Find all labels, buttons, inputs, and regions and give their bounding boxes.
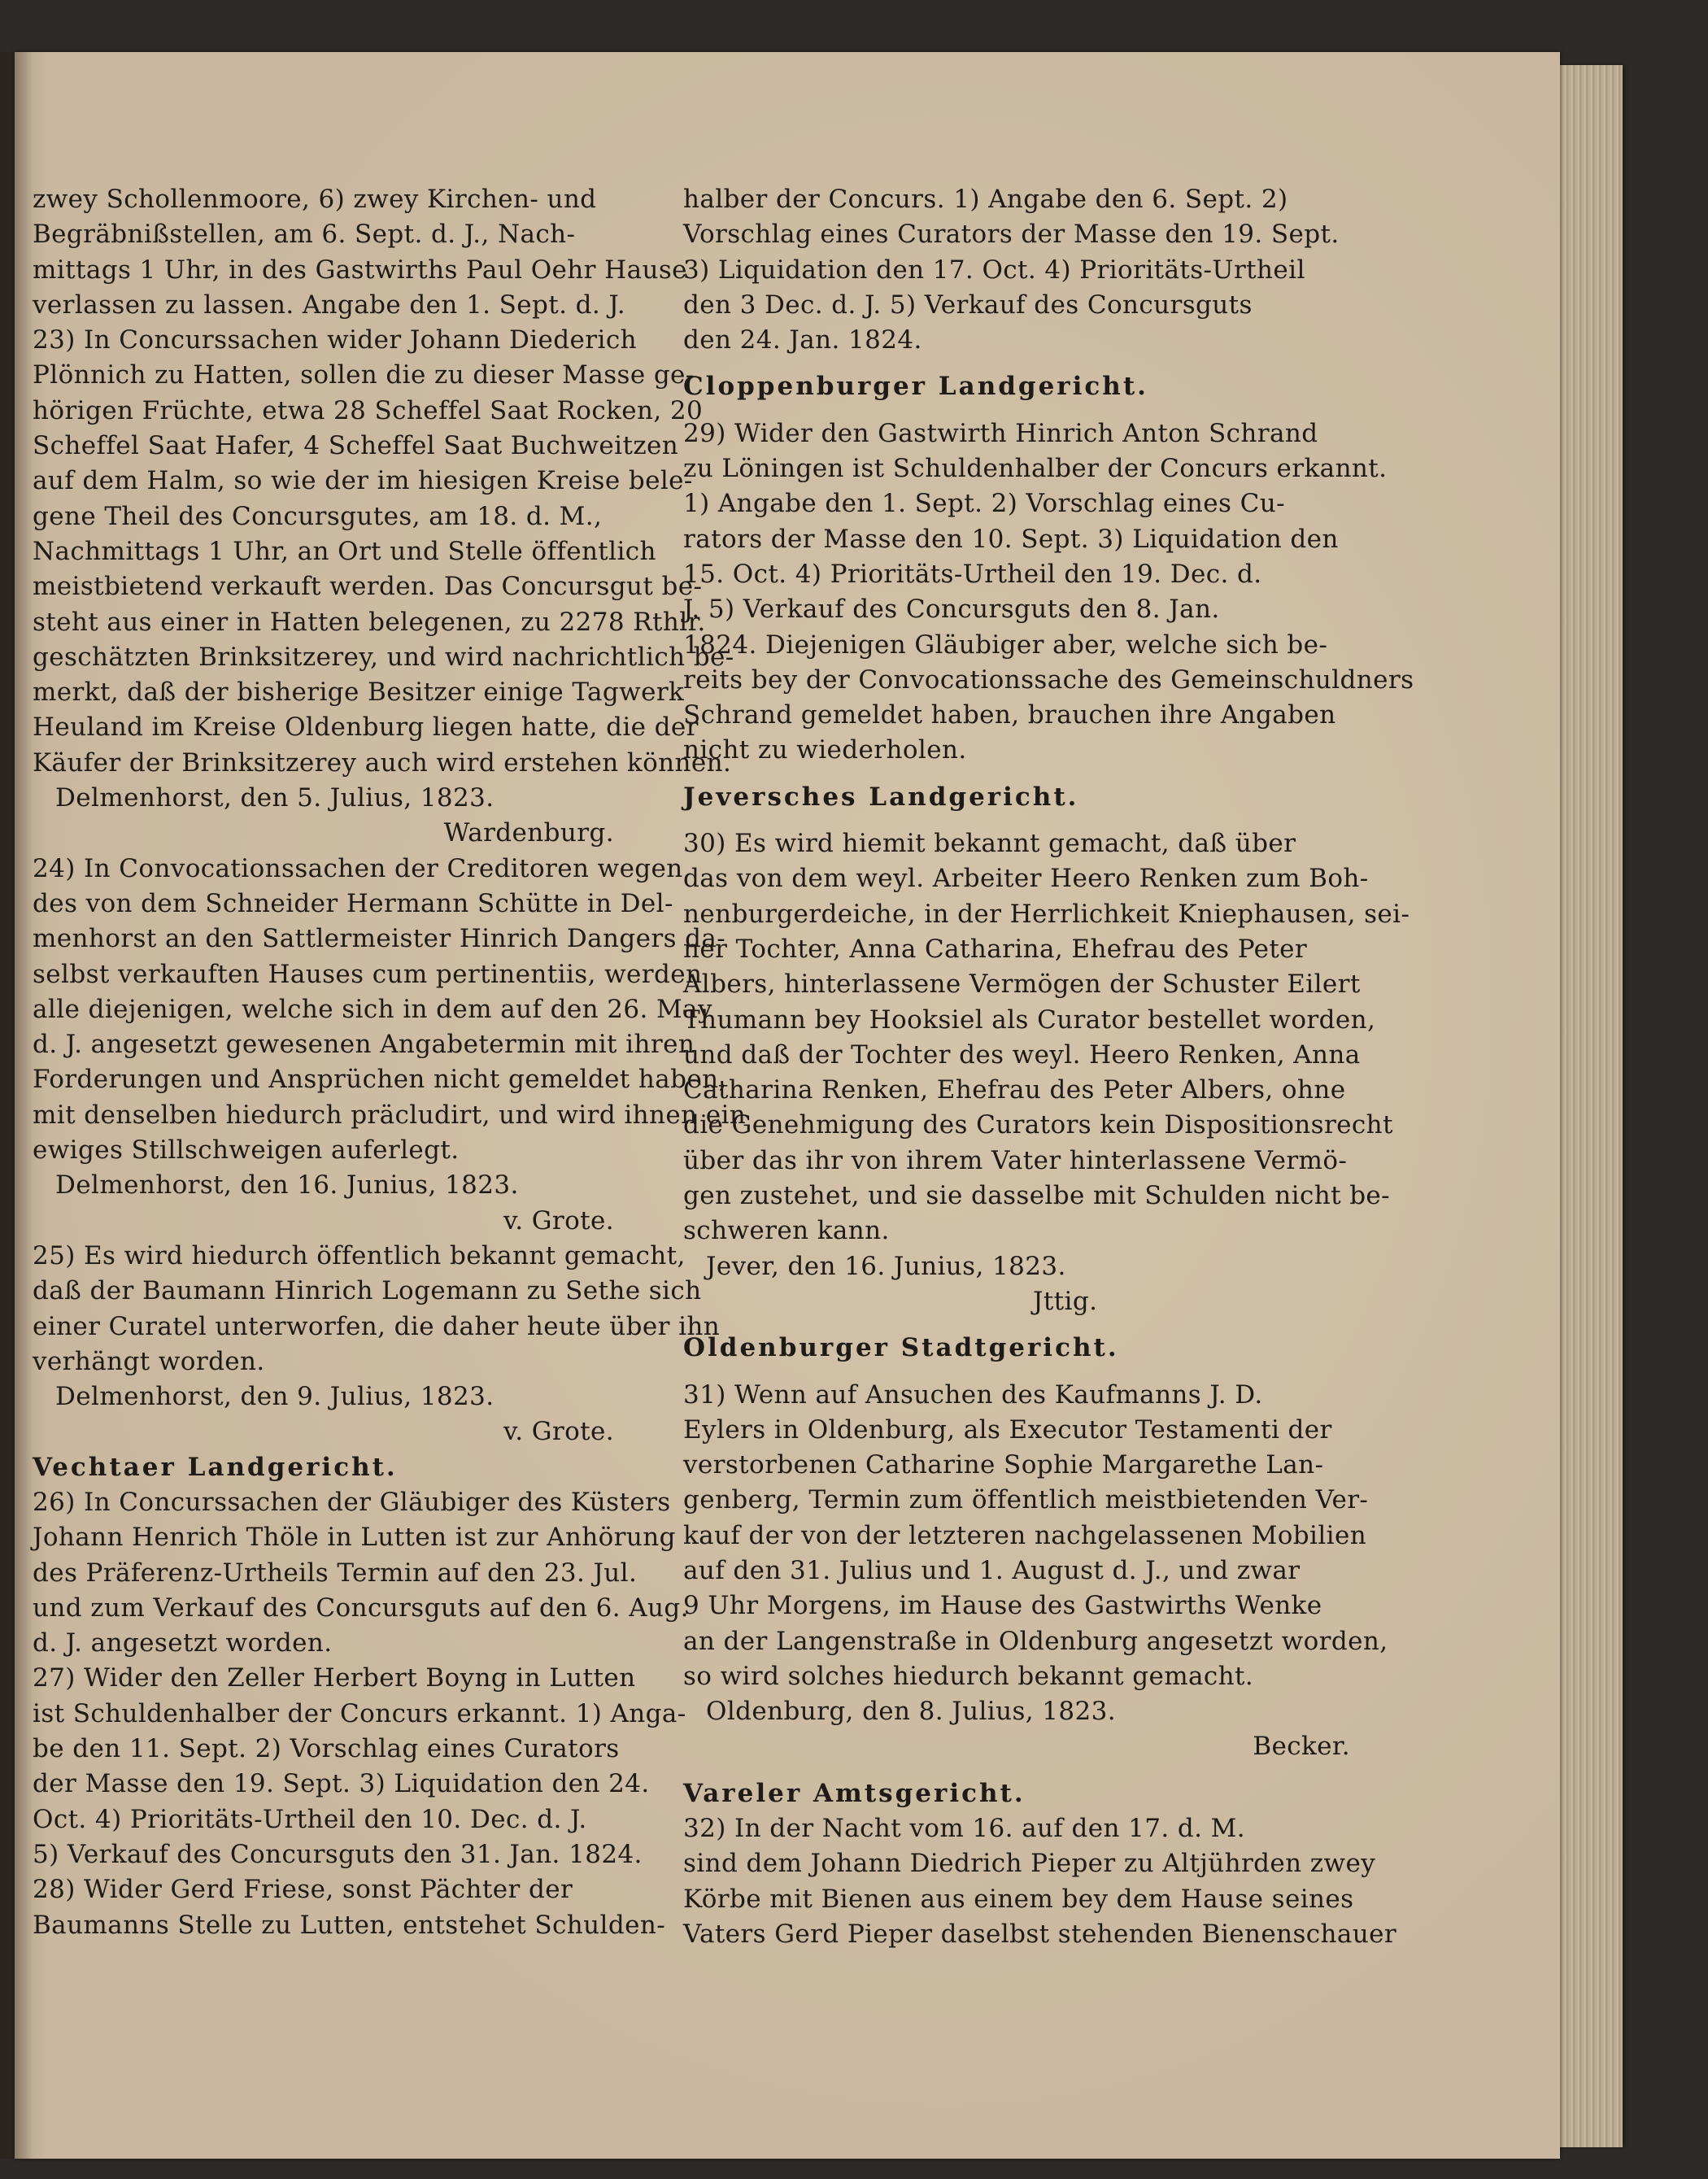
left-column-line: v. Grote. (503, 1205, 614, 1235)
right-column-line: zu Löningen ist Schuldenhalber der Concurs erkannt. (683, 454, 1388, 484)
left-column-line: alle diejenigen, welche sich in dem auf den 26. May (33, 994, 712, 1024)
left-column-line: daß der Baumann Hinrich Logemann zu Sethe sich (33, 1276, 702, 1306)
right-column-line: 1) Angabe den 1. Sept. 2) Vorschlag eines Cu- (683, 489, 1285, 519)
left-column-line: Delmenhorst, den 9. Julius, 1823. (55, 1382, 495, 1412)
left-column-line: Heuland im Kreise Oldenburg liegen hatte, die der (33, 713, 699, 743)
left-column-line: ewiges Stillschweigen auferlegt. (33, 1135, 460, 1166)
gutter-shadow (0, 52, 33, 2159)
left-column-line: Baumanns Stelle zu Lutten, entstehet Schulden- (33, 1910, 666, 1940)
right-column-line: Oldenburger Stadtgericht. (683, 1333, 1119, 1363)
right-column-line: rators der Masse den 10. Sept. 3) Liquidation den (683, 524, 1339, 554)
left-column-line: 28) Wider Gerd Friese, sonst Pächter der (33, 1875, 573, 1905)
right-column-line: Catharina Renken, Ehefrau des Peter Albers, ohne (683, 1075, 1346, 1105)
right-column-line: verstorbenen Catharine Sophie Margarethe Lan- (683, 1450, 1324, 1480)
left-column-line: selbst verkauften Hauses cum pertinentiis, werden (33, 959, 703, 989)
right-column-line: Cloppenburger Landgericht. (683, 372, 1148, 402)
right-column-line: und daß der Tochter des weyl. Heero Renken, Anna (683, 1039, 1361, 1070)
left-column-line: Vechtaer Landgericht. (33, 1452, 398, 1482)
left-column-line: auf dem Halm, so wie der im hiesigen Kreise bele- (33, 466, 693, 496)
right-column-line: an der Langenstraße in Oldenburg angesetzt worden, (683, 1626, 1388, 1656)
right-column-line: auf den 31. Julius und 1. August d. J., und zwar (683, 1555, 1301, 1585)
left-column-line: verhängt worden. (33, 1346, 265, 1376)
left-column-line: der Masse den 19. Sept. 3) Liquidation den 24. (33, 1769, 650, 1799)
right-column-line: halber der Concurs. 1) Angabe den 6. Sept. 2) (683, 185, 1288, 214)
right-column-line: sind dem Johann Diedrich Pieper zu Altjührden zwey (683, 1849, 1376, 1879)
left-column (33, 182, 747, 1943)
left-column-line: des von dem Schneider Hermann Schütte in Del- (33, 888, 673, 918)
left-column-line: be den 11. Sept. 2) Vorschlag eines Curators (33, 1734, 620, 1764)
right-column-line: Jever, den 16. Junius, 1823. (706, 1251, 1066, 1281)
left-column-line: geschätzten Brinksitzerey, und wird nachrichtlich be- (33, 642, 734, 672)
right-column-line: so wird solches hiedurch bekannt gemacht. (683, 1661, 1254, 1691)
left-column-line: Forderungen und Ansprüchen nicht gemeldet haben, (33, 1065, 727, 1095)
left-column-line: verlassen zu lassen. Angabe den 1. Sept. d. J. (33, 290, 626, 320)
right-column-line: 1824. Diejenigen Gläubiger aber, welche sich be- (683, 630, 1328, 660)
left-column-line: Nachmittags 1 Uhr, an Ort und Stelle öffentlich (33, 536, 656, 566)
left-column-line: Wardenburg. (443, 818, 614, 848)
left-column-line: meistbietend verkauft werden. Das Concursgut be- (33, 572, 703, 602)
right-column-line: die Genehmigung des Curators kein Dispositionsrecht (683, 1110, 1393, 1140)
right-column-line: 30) Es wird hiemit bekannt gemacht, daß über (683, 829, 1296, 859)
right-column-line: Vaters Gerd Pieper daselbst stehenden Bienenschauer (683, 1919, 1397, 1949)
left-column-line: Delmenhorst, den 16. Junius, 1823. (55, 1170, 519, 1201)
right-column-line: den 24. Jan. 1824. (683, 325, 922, 355)
right-column-line: Körbe mit Bienen aus einem bey dem Hause seines (683, 1884, 1354, 1914)
left-column-line: 27) Wider den Zeller Herbert Boyng in Lutten (33, 1663, 636, 1693)
left-column-line: 25) Es wird hiedurch öffentlich bekannt gemacht, (33, 1240, 686, 1270)
right-column-line: Oldenburg, den 8. Julius, 1823. (706, 1697, 1117, 1727)
left-column-line: 23) In Concurssachen wider Johann Diederich (33, 325, 637, 355)
right-column-line: J. 5) Verkauf des Concursguts den 8. Jan. (683, 595, 1220, 625)
right-column-line: Vorschlag eines Curators der Masse den 19. Sept. (683, 220, 1340, 250)
right-column-line: 31) Wenn auf Ansuchen des Kaufmanns J. D. (683, 1379, 1263, 1410)
left-column-line: Käufer der Brinksitzerey auch wird erstehen können. (33, 747, 732, 778)
right-column-line: 3) Liquidation den 17. Oct. 4) Prioritäts-Urtheil (683, 255, 1305, 285)
left-column-line: Begräbnißstellen, am 6. Sept. d. J., Nach- (33, 220, 576, 250)
right-column-line: Schrand gemeldet haben, brauchen ihre Angaben (683, 700, 1336, 730)
right-column-line: 29) Wider den Gastwirth Hinrich Anton Schrand (683, 418, 1318, 448)
left-column-line: mittags 1 Uhr, in des Gastwirths Paul Oehr Hause (33, 255, 687, 285)
right-column-line: genberg, Termin zum öffentlich meistbietenden Ver- (683, 1485, 1369, 1515)
right-column-line: reits bey der Convocationssache des Gemeinschuldners (683, 665, 1414, 695)
right-column (683, 182, 1414, 1952)
right-column-line: 9 Uhr Morgens, im Hause des Gastwirths Wenke (683, 1591, 1322, 1621)
left-column-line: Scheffel Saat Hafer, 4 Scheffel Saat Buchweitzen (33, 431, 679, 461)
right-column-line: den 3 Dec. d. J. 5) Verkauf des Concursguts (683, 290, 1253, 320)
right-column-line: 32) In der Nacht vom 16. auf den 17. d. M. (683, 1814, 1246, 1844)
right-column-line: schweren kann. (683, 1216, 890, 1246)
right-column-line: gen zustehet, und sie dasselbe mit Schulden nicht be- (683, 1181, 1391, 1211)
right-column-line: Jttig. (1033, 1286, 1098, 1316)
left-column-line: gene Theil des Concursgutes, am 18. d. M., (33, 501, 603, 531)
left-column-line: 26) In Concurssachen der Gläubiger des Küsters (33, 1487, 671, 1517)
left-column-line: des Präferenz-Urtheils Termin auf den 23. Jul. (33, 1558, 638, 1588)
left-column-line: menhorst an den Sattlermeister Hinrich Dangers da- (33, 924, 726, 954)
right-column-line: ner Tochter, Anna Catharina, Ehefrau des Peter (683, 934, 1308, 964)
right-column-line: das von dem weyl. Arbeiter Heero Renken zum Boh- (683, 864, 1369, 894)
right-column-line: Thumann bey Hooksiel als Curator bestellet worden, (683, 1005, 1376, 1035)
right-column-line: 15. Oct. 4) Prioritäts-Urtheil den 19. Dec. d. (683, 559, 1262, 589)
right-column-line: nenburgerdeiche, in der Herrlichkeit Kniephausen, sei- (683, 899, 1410, 929)
left-column-line: 5) Verkauf des Concursguts den 31. Jan. 1824. (33, 1839, 643, 1869)
left-column-line: mit denselben hiedurch präcludirt, und wird ihnen ein (33, 1100, 747, 1130)
left-column-line: Plönnich zu Hatten, sollen die zu dieser Masse ge- (33, 360, 695, 390)
left-column-line: Johann Henrich Thöle in Lutten ist zur Anhörung (33, 1523, 676, 1553)
right-column-line: über das ihr von ihrem Vater hinterlassene Vermö- (683, 1145, 1348, 1175)
left-column-line: einer Curatel unterworfen, die daher heute über ihn (33, 1311, 721, 1341)
left-column-line: zwey Schollenmoore, 6) zwey Kirchen- und (33, 185, 597, 214)
book-page (15, 52, 1560, 2159)
left-column-line: ist Schuldenhalber der Concurs erkannt. 1) Anga- (33, 1698, 686, 1728)
right-column-line: Eylers in Oldenburg, als Executor Testamenti der (683, 1414, 1332, 1445)
left-column-line: merkt, daß der bisherige Besitzer einige Tagwerk (33, 678, 685, 708)
right-column-line: Jeversches Landgericht. (683, 782, 1079, 812)
left-column-line: steht aus einer in Hatten belegenen, zu 2278 Rthlr. (33, 607, 706, 637)
left-column-line: Delmenhorst, den 5. Julius, 1823. (55, 783, 495, 813)
left-column-line: und zum Verkauf des Concursguts auf den 6. Aug. (33, 1593, 689, 1623)
right-column-line: Albers, hinterlassene Vermögen der Schuster Eilert (683, 970, 1361, 1000)
left-column-line: v. Grote. (503, 1417, 614, 1447)
right-column-line: kauf der von der letzteren nachgelassenen Mobilien (683, 1520, 1367, 1550)
left-column-line: 24) In Convocationssachen der Creditoren wegen (33, 853, 683, 883)
left-column-line: hörigen Früchte, etwa 28 Scheffel Saat Rocken, 20 (33, 395, 704, 425)
left-column-line: d. J. angesetzt worden. (33, 1628, 333, 1658)
right-column-line: Vareler Amtsgericht. (683, 1778, 1026, 1808)
right-column-line: nicht zu wiederholen. (683, 735, 967, 765)
left-column-line: d. J. angesetzt gewesenen Angabetermin mit ihren (33, 1030, 695, 1060)
left-column-line: Oct. 4) Prioritäts-Urtheil den 10. Dec. d. J. (33, 1804, 587, 1834)
right-column-line: Becker. (1253, 1732, 1350, 1762)
